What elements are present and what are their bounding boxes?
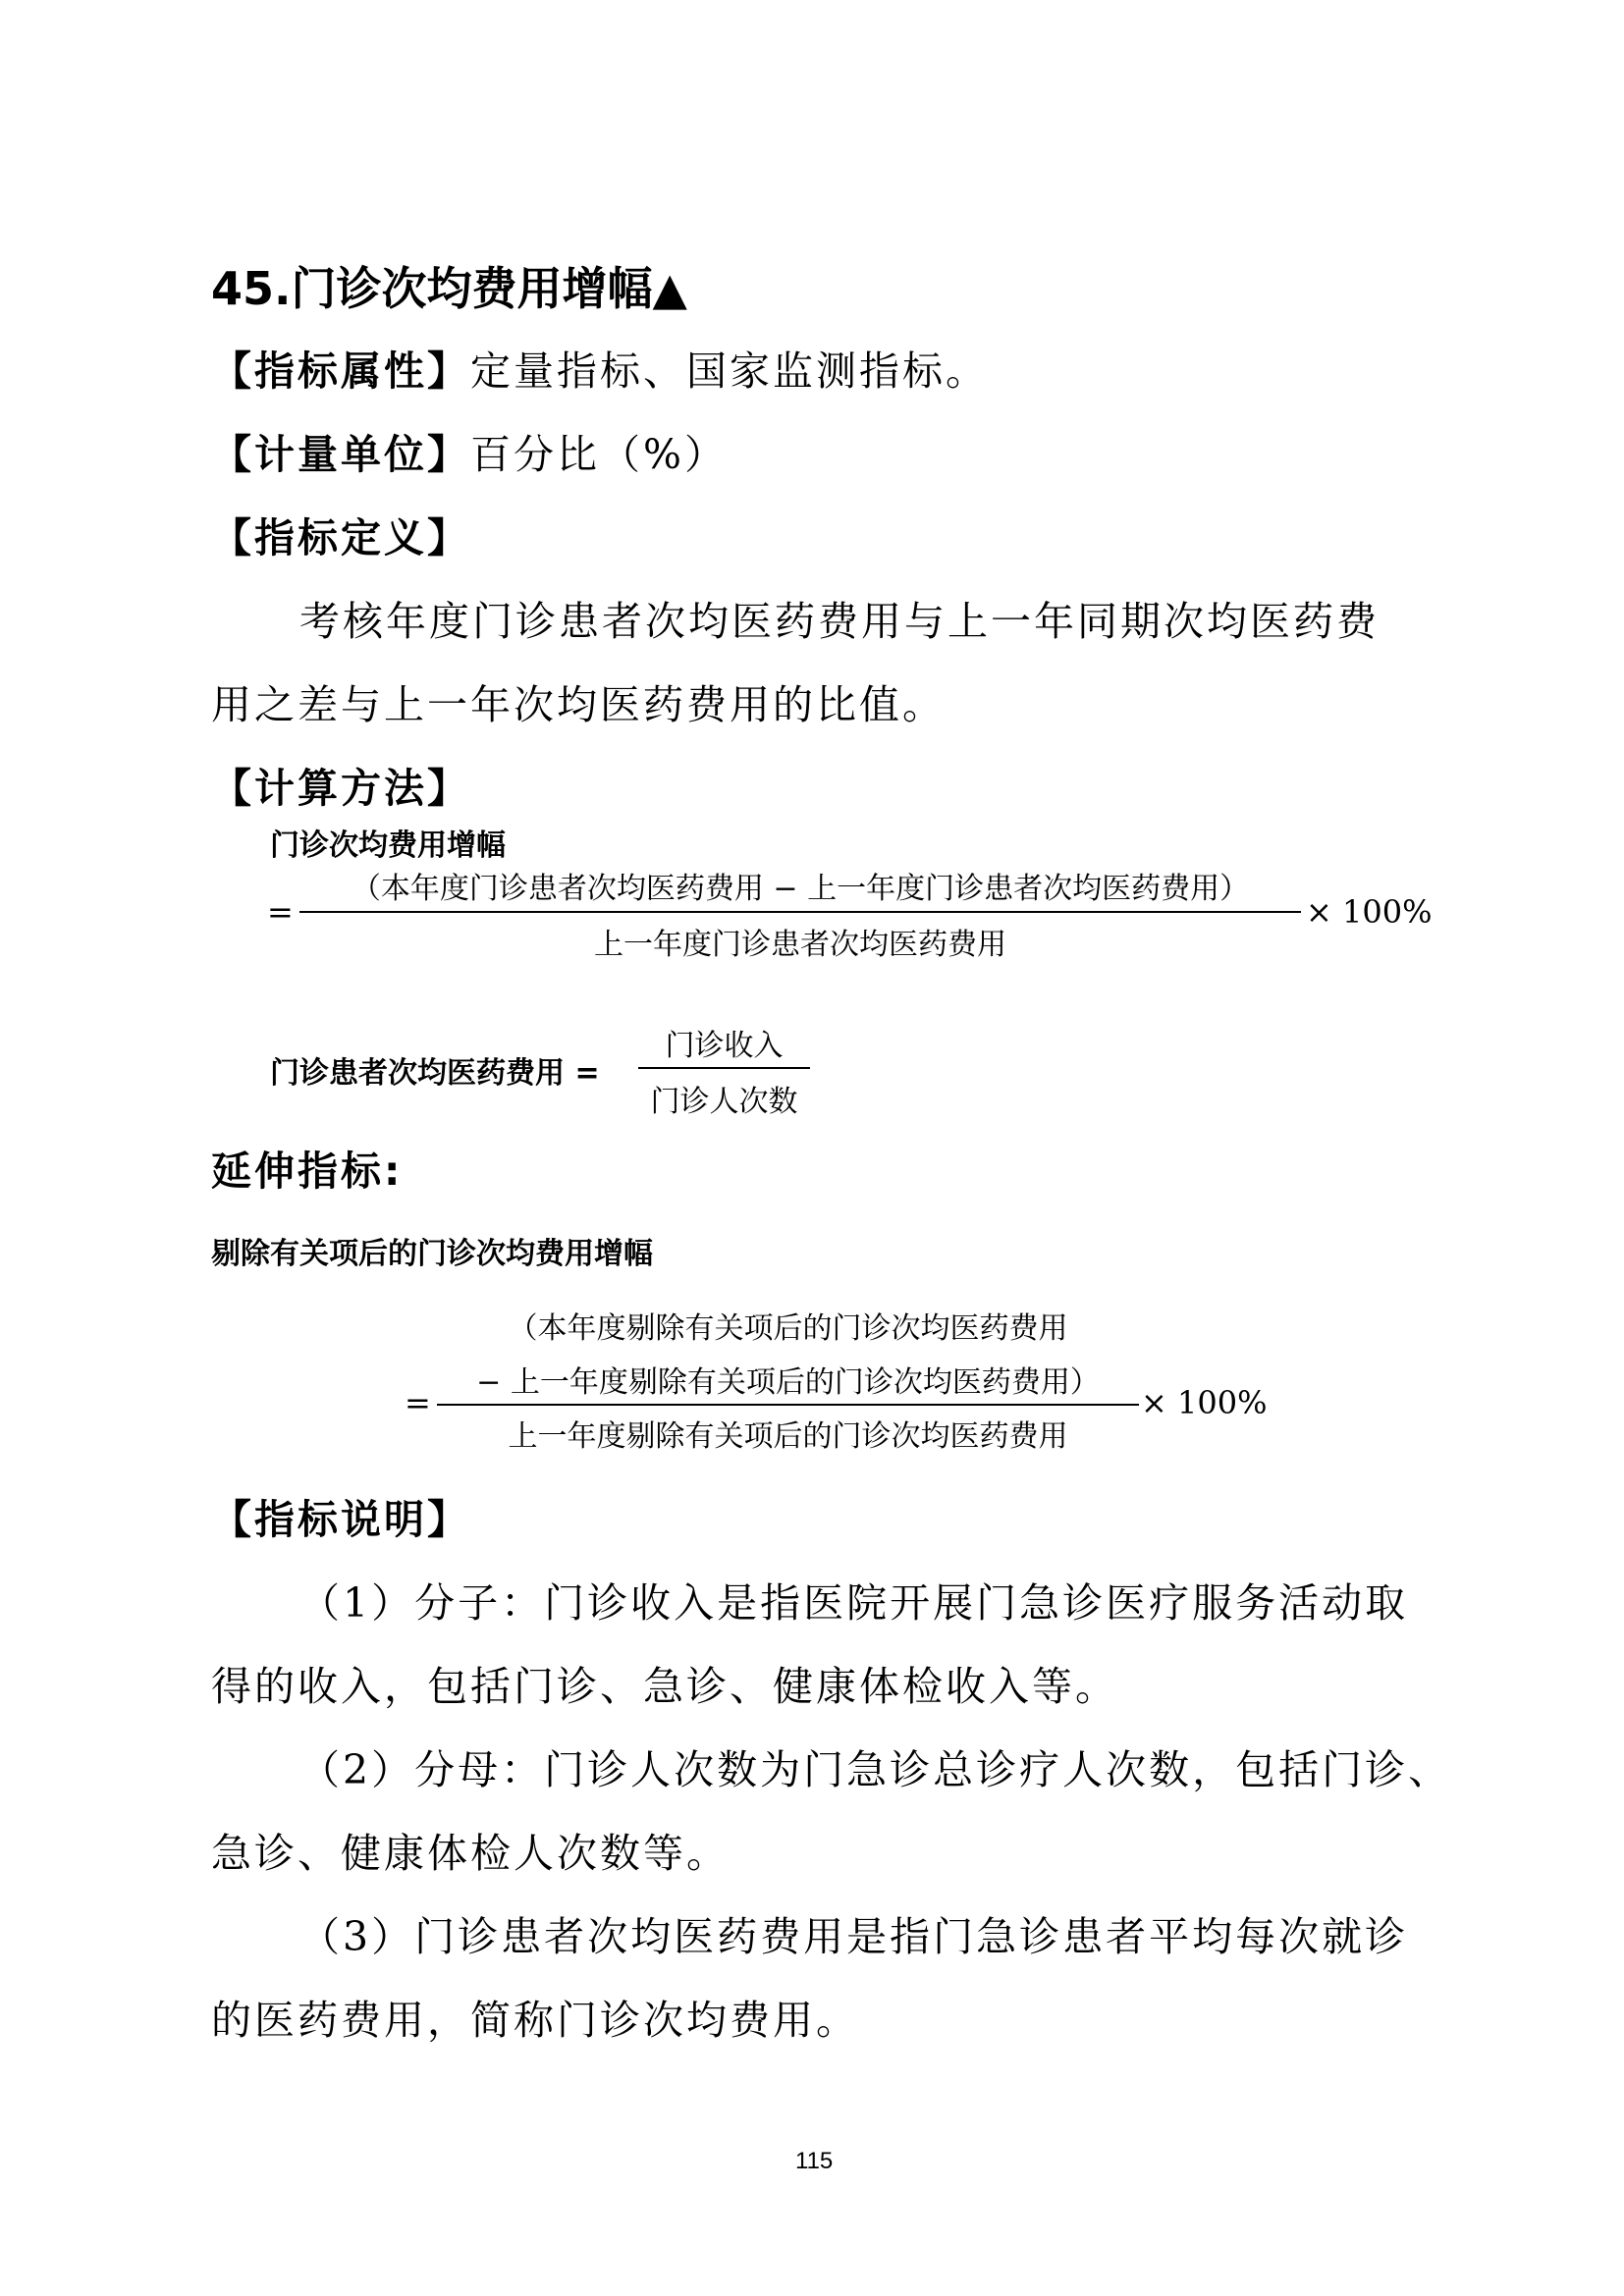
explanation-item1-line2: 得的收入，包括门诊、急诊、健康体检收入等。: [211, 1663, 1118, 1710]
extension-formula-name: 剔除有关项后的门诊次均费用增幅: [211, 1237, 653, 1271]
method-label: 【计算方法】: [211, 765, 470, 812]
formula1-denominator: 上一年度门诊患者次均医药费用: [594, 928, 1006, 962]
formula1-multiplier: × 100%: [1306, 893, 1433, 931]
explanation-item2-line1: （2）分母：门诊人次数为门急诊总诊疗人次数，包括门诊、: [299, 1746, 1452, 1793]
formula1-numerator: （本年度门诊患者次均医药费用 − 上一年度门诊患者次均医药费用）: [351, 872, 1250, 906]
extension-multiplier: × 100%: [1141, 1384, 1268, 1421]
explanation-item3-line2: 的医药费用，简称门诊次均费用。: [211, 1997, 859, 2044]
formula1-fraction-bar: [299, 911, 1301, 913]
formula1-name: 门诊次均费用增幅: [270, 828, 506, 863]
explanation-item2-line2: 急诊、健康体检人次数等。: [211, 1830, 730, 1877]
extension-label: 延伸指标:: [211, 1148, 404, 1195]
unit-value: 百分比（%）: [470, 431, 728, 478]
definition-line-1: 考核年度门诊患者次均医药费用与上一年同期次均医药费: [299, 598, 1380, 645]
attribute-label: 【指标属性】: [211, 347, 470, 395]
extension-fraction-bar: [437, 1404, 1139, 1406]
unit-row: [211, 422, 728, 480]
definition-line-2: 用之差与上一年次均医药费用的比值。: [211, 681, 946, 728]
formula2-denominator: 门诊人次数: [650, 1085, 798, 1119]
section-title: 45.门诊次均费用增幅▲: [211, 262, 687, 315]
explanation-item3-line1: （3）门诊患者次均医药费用是指门急诊患者平均每次就诊: [299, 1913, 1409, 1960]
extension-denominator: 上一年度剔除有关项后的门诊次均医药费用: [508, 1419, 1068, 1454]
definition-label: 【指标定义】: [211, 514, 470, 561]
formula2-fraction-bar: [638, 1067, 810, 1069]
formula1-equals: =: [267, 893, 294, 931]
extension-numerator-line-2: − 上一年度剔除有关项后的门诊次均医药费用）: [476, 1365, 1100, 1400]
formula2-name: 门诊患者次均医药费用 =: [270, 1056, 600, 1091]
explanation-label: 【指标说明】: [211, 1496, 470, 1543]
page-number: 115: [795, 2148, 834, 2174]
attribute-row: [211, 339, 989, 397]
unit-label: 【计量单位】: [211, 431, 470, 478]
attribute-value: 定量指标、国家监测指标。: [470, 347, 989, 395]
formula2-numerator: 门诊收入: [665, 1029, 784, 1063]
explanation-item1-line1: （1）分子：门诊收入是指医院开展门急诊医疗服务活动取: [299, 1579, 1409, 1627]
extension-equals: =: [405, 1384, 431, 1421]
extension-numerator-line-1: （本年度剔除有关项后的门诊次均医药费用: [508, 1311, 1068, 1346]
